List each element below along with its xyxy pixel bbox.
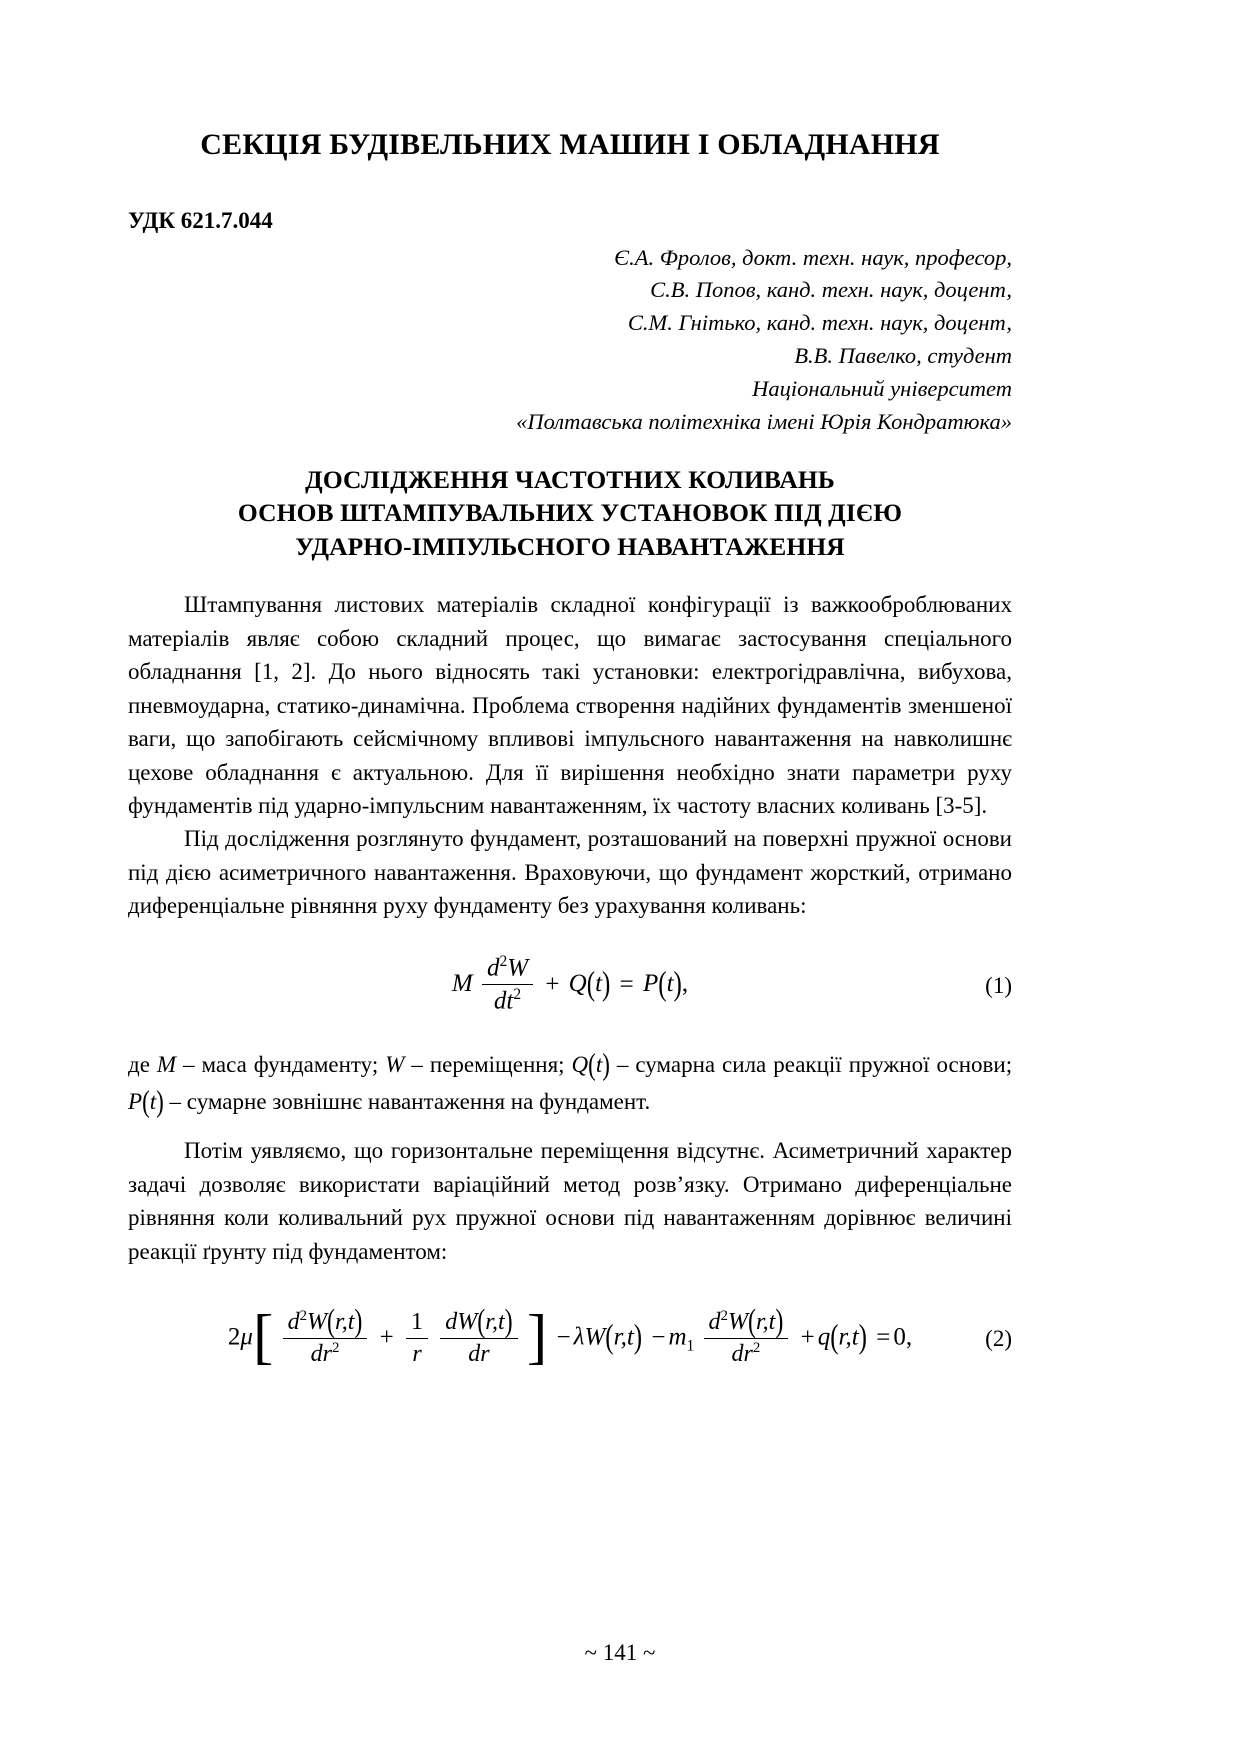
- symbol-M: M: [156, 1051, 177, 1077]
- where-clause: де M – маса фундаменту; W – переміщення; Q(t) – сумарна сила реакції пружної основи; P(t) – сумарне зовнішнє навантаження на фундамент.: [128, 1047, 1013, 1118]
- author-line: Є.А. Фролов, докт. техн. наук, професор,: [614, 244, 1012, 270]
- symbol-P: P: [128, 1088, 143, 1114]
- section-heading: СЕКЦІЯ БУДІВЕЛЬНИХ МАШИН І ОБЛАДНАННЯ: [200, 128, 940, 161]
- equation-1: [128, 949, 1012, 1023]
- affiliation-line: Національний університет: [752, 375, 1012, 401]
- eq2-term3: $\frac{d^2W(r,t)}{dr^2}$: [704, 1308, 789, 1368]
- eq1-mass-symbol: M: [451, 970, 473, 998]
- eq1-Q: Q: [568, 970, 587, 998]
- eq1-equals: =: [619, 970, 634, 998]
- page-content: [128, 0, 1012, 1400]
- eq1-second-derivative: $\frac{d^2W}{dt^2}$: [482, 953, 533, 1016]
- eq2-term1: $\frac{d^2W(r,t)}{dr^2}$: [283, 1308, 368, 1368]
- symbol-W: W: [385, 1051, 405, 1077]
- title-line: ДОСЛІДЖЕННЯ ЧАСТОТНИХ КОЛИВАНЬ: [305, 464, 835, 494]
- eq1-P: P: [642, 970, 659, 998]
- page-title: [128, 463, 1012, 565]
- eq1-plus: +: [545, 970, 560, 998]
- paragraph-variational: Потім уявляємо, що горизонтальне переміщення відсутнє. Асиметричний характер задачі дозволяє використати варіаційний метод розв’язку. Отримано диференціальне рівняння коли коливальний рух пружної основи під навантаженням дорівнює величині реакції ґрунту під фундаментом:: [128, 1138, 1012, 1264]
- symbol-Q: Q: [571, 1051, 589, 1077]
- eq2-one-over-r: $\frac{1}{r}$: [406, 1308, 428, 1368]
- equation-2: [128, 1302, 1012, 1376]
- equation-2-body: 2μ[ $\frac{d^2W(r,t)}{dr^2}$ + $\frac{1}{r}$ $\frac{dW(r,t)}{dr}$ ] − $\lambda W(r,t) - m_1$ $\frac{d^2W(r,t)}{dr^2}$ + q(r,t) = 0,: [227, 1302, 913, 1371]
- equation-2-number: (2): [985, 1326, 1012, 1352]
- affiliation-line: «Полтавська політехніка імені Юрія Кондратюка»: [516, 408, 1012, 434]
- title-line: УДАРНО-ІМПУЛЬСНОГО НАВАНТАЖЕННЯ: [295, 532, 845, 562]
- author-line: В.В. Павелко, студент: [794, 343, 1012, 369]
- page-number-footer: ~ 141 ~: [584, 1640, 656, 1665]
- author-line: С.М. Гнітько, канд. техн. наук, доцент,: [627, 310, 1012, 336]
- author-block: [128, 242, 1012, 439]
- udc-code: УДК 621.7.044: [128, 207, 273, 233]
- paragraph-intro: Штампування листових матеріалів складної конфігурації із важкооброблюваних матеріалів являє собою складний процес, що вимагає застосування спеціального обладнання [1, 2]. До нього відносять такі установки: електрогідравлічна, вибухова, пневмоударна, статико-динамічна. Проблема створення надійних фундаментів зменшеної ваги, що запобігають сейсмічному впливові імпульсного навантаження на навколишнє цехове обладнання є актуальною. Для її вирішення необхідно знати параметри руху фундаментів під ударно-імпульсним навантаженням, їх частоту власних коливань [3-5].: [128, 592, 1012, 818]
- eq2-term2: $\frac{dW(r,t)}{dr}$: [440, 1308, 517, 1368]
- title-line: ОСНОВ ШТАМПУВАЛЬНИХ УСТАНОВОК ПІД ДІЄЮ: [237, 498, 903, 528]
- equation-1-number: (1): [985, 972, 1012, 998]
- paragraph-model: Під дослідження розглянуто фундамент, розташований на поверхні пружної основи під дією асиметричного навантаження. Враховуючи, що фундамент жорсткий, отримано диференціальне рівняння руху фундаменту без урахування коливань:: [128, 826, 1012, 919]
- author-line: С.В. Попов, канд. техн. наук, доцент,: [650, 277, 1012, 303]
- equation-1-body: M $\frac{d^2W}{dt^2}$ + Q(t) = P(t),: [451, 953, 689, 1015]
